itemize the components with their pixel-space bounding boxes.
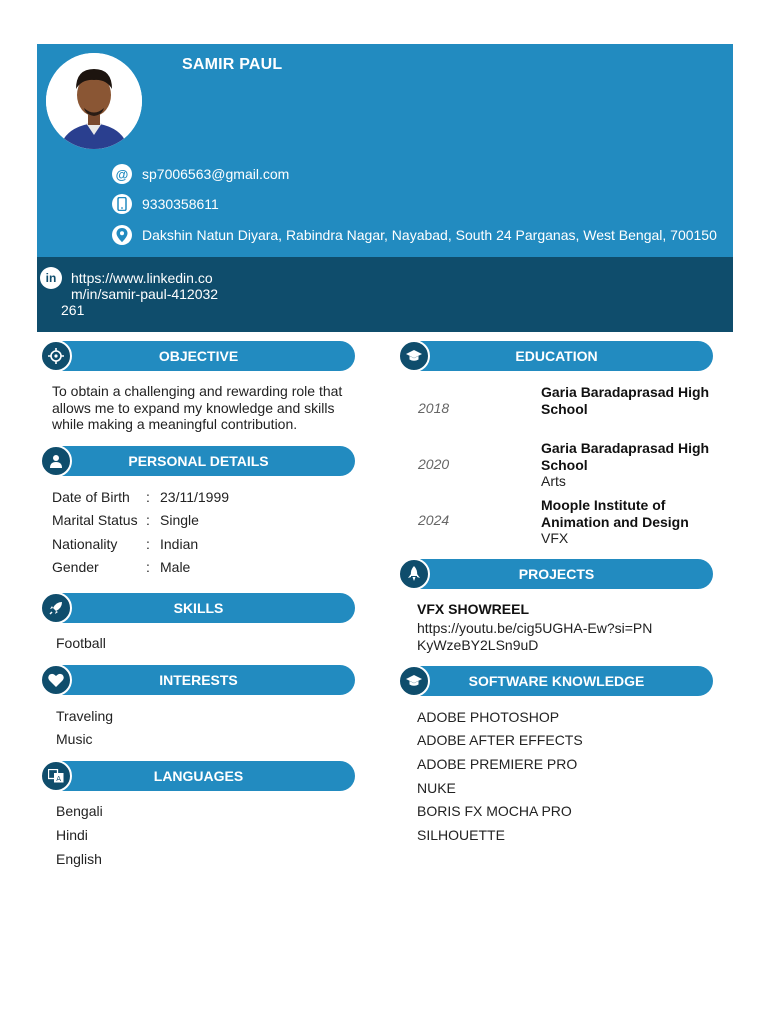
email-text[interactable]: sp7006563@gmail.com	[142, 166, 290, 182]
phone-text: 9330358611	[142, 196, 219, 212]
interests-header	[42, 665, 355, 695]
phone-icon	[112, 194, 132, 214]
personal-details-title: PERSONAL DETAILS	[128, 453, 269, 469]
linkedin-url-line: 261	[61, 302, 85, 318]
languages-title: LANGUAGES	[153, 768, 244, 784]
interests-title: INTERESTS	[159, 672, 238, 688]
education-title: EDUCATION	[515, 348, 598, 364]
profile-photo	[46, 53, 142, 149]
project-name: VFX SHOWREEL	[417, 601, 530, 617]
language-item: Bengali	[56, 803, 103, 819]
marital-status-value: Single	[160, 512, 199, 528]
nationality-label: Nationality	[52, 536, 118, 552]
marital-status-label: Marital Status	[52, 512, 138, 528]
software-item: ADOBE PHOTOSHOP	[417, 709, 560, 725]
linkedin-url[interactable]	[61, 270, 241, 318]
language-item: English	[56, 851, 102, 867]
projects-header	[400, 559, 713, 589]
software-item: ADOBE AFTER EFFECTS	[417, 732, 583, 748]
skills-title: SKILLS	[173, 600, 224, 616]
objective-title: OBJECTIVE	[158, 348, 239, 364]
software-item: SILHOUETTE	[417, 827, 505, 843]
software-item: NUKE	[417, 780, 456, 796]
software-item: ADOBE PREMIERE PRO	[417, 756, 578, 772]
svg-text:A: A	[56, 775, 62, 783]
personal-details-header	[42, 446, 355, 476]
objective-header	[42, 341, 355, 371]
skill-item: Football	[56, 635, 106, 651]
colon: :	[146, 536, 150, 552]
linkedin-icon: in	[40, 267, 62, 289]
education-school: Garia Baradaprasad High School	[541, 384, 710, 417]
software-knowledge-header	[400, 666, 713, 696]
phone-row	[112, 194, 219, 214]
education-stream: VFX	[541, 530, 569, 546]
objective-text: To obtain a challenging and rewarding role that allows me to expand my knowledge and skills while making a meaningful contribution.	[52, 383, 343, 432]
education-header	[400, 341, 713, 371]
at-icon: @	[112, 164, 132, 184]
education-year: 2018	[418, 400, 450, 416]
education-year: 2024	[418, 512, 450, 528]
language-item: Hindi	[56, 827, 88, 843]
software-knowledge-title: SOFTWARE KNOWLEDGE	[468, 673, 645, 689]
skills-header	[42, 593, 355, 623]
education-stream: Arts	[541, 473, 566, 489]
colon: :	[146, 489, 150, 505]
nationality-value: Indian	[160, 536, 199, 552]
location-pin-icon	[112, 225, 132, 245]
languages-header	[42, 761, 355, 791]
linkedin-url-line: m/in/samir-paul-412032	[71, 286, 219, 302]
interest-item: Music	[56, 731, 93, 747]
email-row	[112, 164, 289, 184]
colon: :	[146, 512, 150, 528]
education-year: 2020	[418, 456, 450, 472]
education-school: Moople Institute of Animation and Design	[541, 497, 689, 530]
projects-title: PROJECTS	[518, 566, 595, 582]
dob-label: Date of Birth	[52, 489, 130, 505]
address-row	[112, 225, 717, 245]
software-item: BORIS FX MOCHA PRO	[417, 803, 572, 819]
address-text: Dakshin Natun Diyara, Rabindra Nagar, Nayabad, South 24 Parganas, West Bengal, 700150	[142, 227, 717, 243]
education-school: Garia Baradaprasad High School	[541, 440, 710, 473]
project-link[interactable]: https://youtu.be/cig5UGHA-Ew?si=PNKyWzeBY2LSn9uD	[417, 620, 653, 653]
candidate-name: SAMIR PAUL	[182, 56, 283, 73]
colon: :	[146, 559, 150, 575]
interest-item: Traveling	[56, 708, 114, 724]
dob-value: 23/11/1999	[160, 489, 230, 505]
gender-value: Male	[160, 559, 191, 575]
gender-label: Gender	[52, 559, 99, 575]
linkedin-url-line: https://www.linkedin.co	[71, 270, 213, 286]
